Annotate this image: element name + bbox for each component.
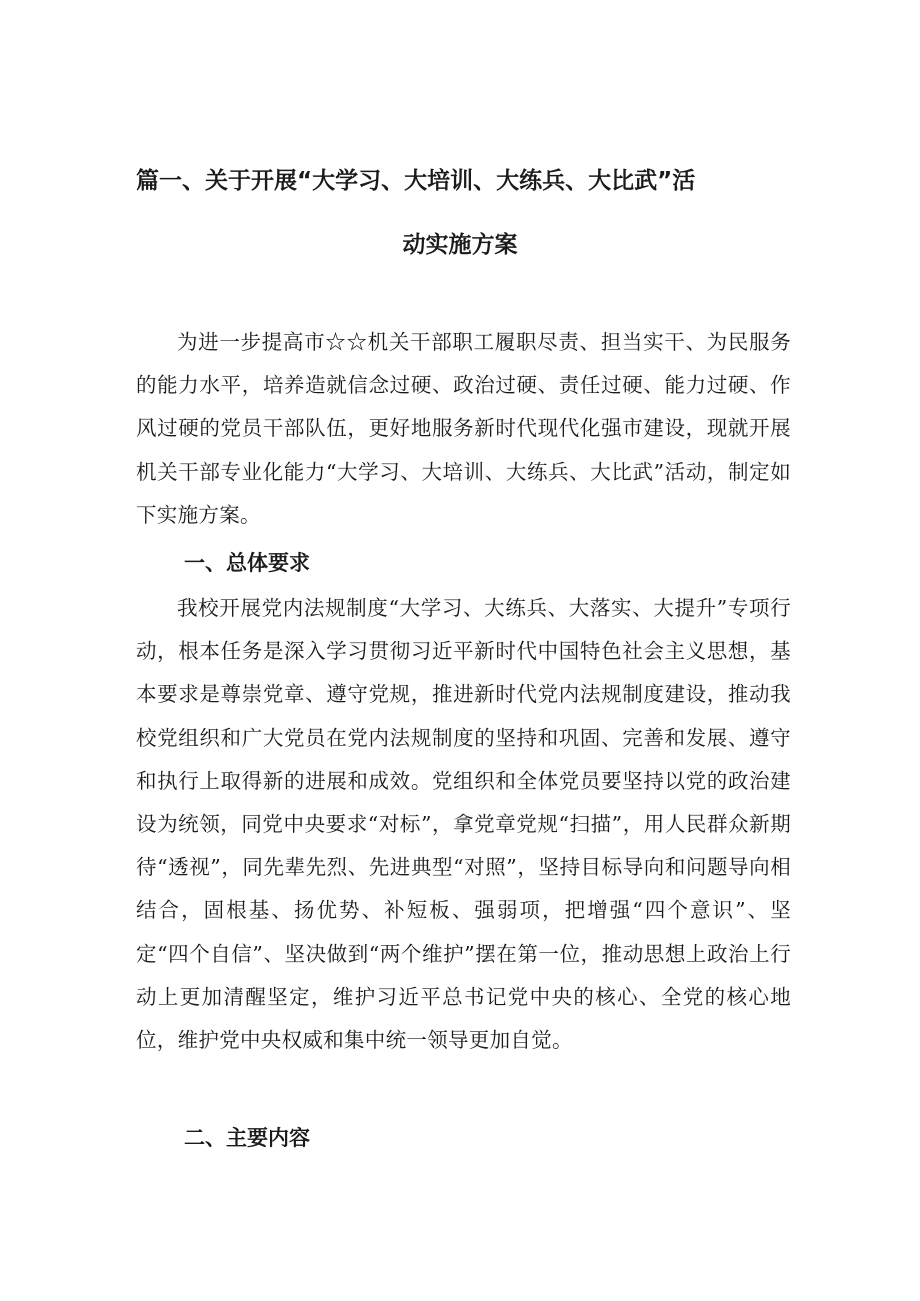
section-heading-general-requirements: 一、总体要求: [184, 551, 310, 575]
general-requirements-paragraph: 我校开展党内法规制度“大学习、大练兵、大落实、大提升”专项行动，根本任务是深入学习贯彻习近平新时代中国特色社会主义思想，基本要求是尊崇党章、遵守党规，推进新时代党内法规制度建设，推动我校党组织和广大党员在党内法规制度的坚持和巩固、完善和发展、遵守和执行上取得新的进展和成效。党组织和全体党员要坚持以党的政治建设为统领，同党中央要求“对标”，拿党章党规“扫描”，用人民群众新期待“透视”，同先辈先烈、先进典型“对照”，坚持目标导向和问题导向相结合，固根基、扬优势、补短板、强弱项，把增强“四个意识”、坚定“四个自信”、坚决做到“两个维护”摆在第一位，推动思想上政治上行动上更加清醒坚定，维护习近平总书记党中央的核心、全党的核心地位，维护党中央权威和集中统一领导更加自觉。: [136, 596, 791, 1053]
section-heading-main-content: 二、主要内容: [184, 1126, 310, 1150]
document-title-line-2: 动实施方案: [402, 232, 518, 258]
document-title-line-1: 篇一、关于开展“大学习、大培训、大练兵、大比武”活: [136, 168, 696, 194]
intro-paragraph: 为进一步提高市☆☆机关干部职工履职尽责、担当实干、为民服务的能力水平，培养造就信念过硬、政治过硬、责任过硬、能力过硬、作风过硬的党员干部队伍，更好地服务新时代现代化强市建设，现就开展机关干部专业化能力“大学习、大培训、大练兵、大比武”活动，制定如下实施方案。: [136, 330, 791, 527]
